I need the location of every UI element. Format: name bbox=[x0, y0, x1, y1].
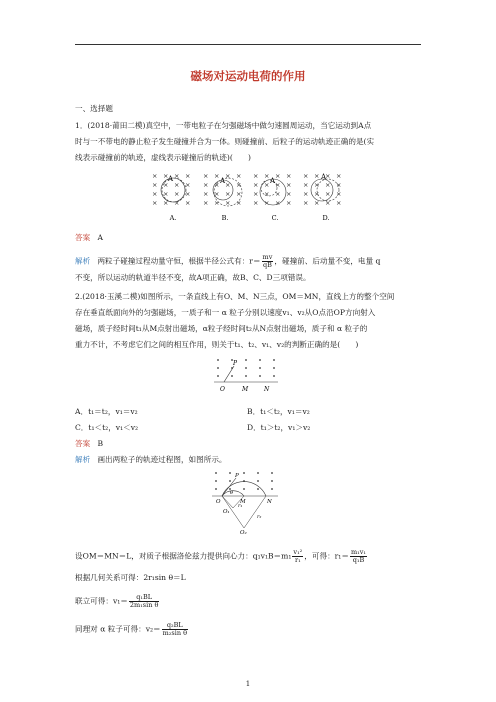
figure-label-a: A. bbox=[169, 214, 177, 222]
field-mark: × bbox=[264, 199, 270, 207]
field-mark: × bbox=[214, 181, 220, 189]
field-mark: × bbox=[214, 199, 220, 207]
analysis-text: 两粒子碰撞过程动量守恒，根据半径公式有：r＝ bbox=[97, 256, 261, 266]
label-n: N bbox=[267, 499, 272, 505]
field-mark: × bbox=[203, 181, 209, 189]
field-mark: × bbox=[253, 199, 259, 207]
label-r2: r₂ bbox=[257, 514, 262, 520]
answer-tag: 答案 bbox=[75, 439, 91, 448]
q2-figure bbox=[212, 354, 284, 398]
analysis-tag: 解析 bbox=[75, 455, 91, 464]
label-theta: θ bbox=[230, 490, 234, 496]
field-dot bbox=[217, 367, 219, 369]
field-mark: × bbox=[325, 172, 331, 180]
page-number: 1 bbox=[245, 680, 251, 688]
field-mark: × bbox=[225, 199, 231, 207]
field-mark: × bbox=[152, 181, 158, 189]
field-dot bbox=[259, 375, 261, 377]
label-n: N bbox=[264, 386, 270, 393]
field-mark: × bbox=[314, 190, 320, 198]
field-mark: × bbox=[152, 199, 158, 207]
field-mark: × bbox=[185, 190, 191, 198]
answer-tag: 答案 bbox=[75, 233, 91, 242]
field-mark: × bbox=[264, 181, 270, 189]
figure-label-c: C. bbox=[271, 214, 279, 222]
field-dot bbox=[259, 359, 261, 361]
field-dot bbox=[273, 367, 275, 369]
label-p: P bbox=[235, 473, 239, 479]
choice-c: C．t₁＜t₂，v₁＜v₂ bbox=[75, 423, 139, 432]
q1-line1: 1．(2018·莆田二模)真空中，一带电粒子在匀强磁场中做匀速圆周运动，当它运动到A点 bbox=[75, 121, 372, 130]
label-m: M bbox=[242, 386, 249, 393]
field-mark: × bbox=[286, 181, 292, 189]
a1-answer-line bbox=[75, 233, 103, 243]
field-mark: × bbox=[225, 181, 231, 189]
field-dot bbox=[229, 480, 231, 482]
field-dot bbox=[271, 472, 273, 474]
a2-figure bbox=[210, 468, 286, 536]
fraction: $\frac{mv}{qB}$ bbox=[262, 253, 273, 269]
field-mark: × bbox=[163, 199, 169, 207]
field-mark: × bbox=[336, 172, 342, 180]
field-mark: × bbox=[163, 190, 169, 198]
field-dot bbox=[215, 472, 217, 474]
field-mark: × bbox=[275, 181, 281, 189]
field-mark: × bbox=[163, 172, 169, 180]
field-mark: × bbox=[174, 181, 180, 189]
field-mark: × bbox=[214, 172, 220, 180]
field-mark: × bbox=[253, 190, 259, 198]
point-a-label: A bbox=[270, 177, 276, 185]
field-mark: × bbox=[286, 190, 292, 198]
a2-eq1: 设OM＝MN＝L，对质子根据洛伦兹力提供向心力：q₁v₁B＝m₁ $\frac{\text{v₁²}}{\text{r₁}}$ ，可得：r₁＝ $\frac{\text{m₁v₁}}{\text{q₁B}}$ bbox=[75, 548, 367, 564]
q2-line3: 磁场，质子经时间t₁从M点射出磁场，α粒子经时间t₂从N点射出磁场，质子和 α 粒子的 bbox=[75, 324, 368, 333]
field-mark: × bbox=[325, 181, 331, 189]
answer-value: B bbox=[97, 439, 104, 448]
field-mark: × bbox=[336, 199, 342, 207]
field-dot bbox=[243, 488, 245, 490]
field-dot bbox=[217, 359, 219, 361]
field-mark: × bbox=[152, 190, 158, 198]
field-mark: × bbox=[275, 172, 281, 180]
field-mark: × bbox=[203, 199, 209, 207]
field-mark: × bbox=[185, 181, 191, 189]
field-dot bbox=[257, 480, 259, 482]
q2-line4: 重力不计，不考虑它们之间的相互作用，则关于t₁、t₂、v₁、v₂的判断正确的是( ) bbox=[75, 340, 359, 349]
field-dot bbox=[273, 359, 275, 361]
a2-analysis-line1 bbox=[75, 455, 227, 465]
field-mark: × bbox=[236, 172, 242, 180]
point-a-label: A bbox=[321, 173, 327, 181]
label-p: P bbox=[233, 360, 238, 367]
field-mark: × bbox=[303, 181, 309, 189]
field-mark: × bbox=[225, 190, 231, 198]
field-mark: × bbox=[185, 172, 191, 180]
field-mark: × bbox=[286, 199, 292, 207]
figure-label-d: D. bbox=[322, 214, 330, 222]
field-mark: × bbox=[314, 172, 320, 180]
field-mark: × bbox=[203, 172, 209, 180]
label-r1: r₁ bbox=[238, 503, 243, 509]
q1-figures bbox=[150, 170, 350, 222]
choice-d: D．t₁＞t₂，v₁＞v₂ bbox=[247, 423, 311, 432]
field-mark: × bbox=[203, 190, 209, 198]
field-mark: × bbox=[336, 190, 342, 198]
field-mark: × bbox=[152, 172, 158, 180]
q2-line1: 2.(2018·玉溪二模)如图所示，一条直线上有O、M、N三点，OM＝MN，直线上方的整个空间 bbox=[75, 292, 395, 301]
field-mark: × bbox=[163, 181, 169, 189]
field-dot bbox=[259, 367, 261, 369]
field-mark: × bbox=[314, 181, 320, 189]
section-heading: 一、选择题 bbox=[75, 104, 113, 113]
field-mark: × bbox=[174, 199, 180, 207]
field-mark: × bbox=[303, 190, 309, 198]
point-a-label: A bbox=[168, 175, 174, 183]
field-dot bbox=[257, 472, 259, 474]
field-mark: × bbox=[185, 199, 191, 207]
a2-answer-line bbox=[75, 439, 103, 449]
analysis-text: ，碰撞前、后动量不变，电量 q bbox=[274, 256, 381, 266]
field-dot bbox=[243, 472, 245, 474]
field-mark: × bbox=[236, 190, 242, 198]
field-mark: × bbox=[303, 172, 309, 180]
a2-eq4: 同理对 α 粒子可得：v₂＝ $\frac{\text{q₂BL}}{\text{m₂sin θ}}$ bbox=[75, 621, 187, 637]
a1-analysis-line2: 不变，所以运动的轨道半径不变，故A项正确，故B、C、D三项错误。 bbox=[75, 273, 311, 282]
field-dot bbox=[231, 375, 233, 377]
field-dot bbox=[257, 488, 259, 490]
field-dot bbox=[217, 375, 219, 377]
field-mark: × bbox=[325, 190, 331, 198]
field-mark: × bbox=[225, 172, 231, 180]
label-o: O bbox=[216, 499, 221, 505]
field-mark: × bbox=[325, 199, 331, 207]
field-mark: × bbox=[303, 199, 309, 207]
label-o2: O₂ bbox=[240, 530, 247, 536]
field-mark: × bbox=[253, 181, 259, 189]
field-mark: × bbox=[236, 181, 242, 189]
header-rule bbox=[75, 44, 421, 45]
field-dot bbox=[245, 359, 247, 361]
choice-b: B．t₁＜t₂，v₁＝v₂ bbox=[247, 407, 310, 416]
field-dot bbox=[245, 367, 247, 369]
a2-eq3: 联立可得：v₁＝ $\frac{\text{q₁BL}}{\text{2m₁sin θ}}$ bbox=[75, 593, 159, 609]
field-mark: × bbox=[236, 199, 242, 207]
field-mark: × bbox=[314, 199, 320, 207]
field-mark: × bbox=[264, 172, 270, 180]
choice-a: A．t₁＝t₂，v₁＝v₂ bbox=[75, 407, 138, 416]
field-mark: × bbox=[253, 172, 259, 180]
field-dot bbox=[271, 488, 273, 490]
field-mark: × bbox=[286, 172, 292, 180]
a1-analysis-line1 bbox=[75, 254, 380, 269]
a2-eq2: 根据几何关系可得：2r₁sin θ＝L bbox=[75, 573, 186, 582]
field-mark: × bbox=[174, 172, 180, 180]
field-mark: × bbox=[174, 190, 180, 198]
field-dot bbox=[271, 480, 273, 482]
field-mark: × bbox=[264, 190, 270, 198]
q1-line2: 时与一不带电的静止粒子发生碰撞并合为一体。则碰撞前、后粒子的运动轨迹正确的是(实 bbox=[75, 137, 375, 146]
figure-label-b: B. bbox=[221, 214, 229, 222]
label-m: M bbox=[240, 499, 246, 505]
analysis-text: 画出两粒子的轨迹过程图，如图所示。 bbox=[97, 455, 227, 464]
field-dot bbox=[229, 472, 231, 474]
point-a-label: A bbox=[220, 177, 226, 185]
page-title: 磁场对运动电荷的作用 bbox=[190, 69, 306, 83]
field-dot bbox=[273, 375, 275, 377]
field-mark: × bbox=[275, 199, 281, 207]
field-dot bbox=[245, 375, 247, 377]
label-o: O bbox=[220, 386, 225, 393]
q2-line2: 存在垂直纸面向外的匀强磁场，一质子和一 α 粒子分别以速度v₁、v₂从O点沿OP方向射入 bbox=[75, 308, 376, 317]
answer-value: A bbox=[97, 233, 103, 242]
field-mark: × bbox=[214, 190, 220, 198]
analysis-tag: 解析 bbox=[75, 256, 91, 266]
label-o1: O₁ bbox=[223, 509, 230, 515]
field-mark: × bbox=[336, 181, 342, 189]
field-dot bbox=[215, 480, 217, 482]
q1-line3: 线表示碰撞前的轨迹，虚线表示碰撞后的轨迹)( ) bbox=[75, 153, 251, 162]
field-mark: × bbox=[275, 190, 281, 198]
field-dot bbox=[215, 488, 217, 490]
